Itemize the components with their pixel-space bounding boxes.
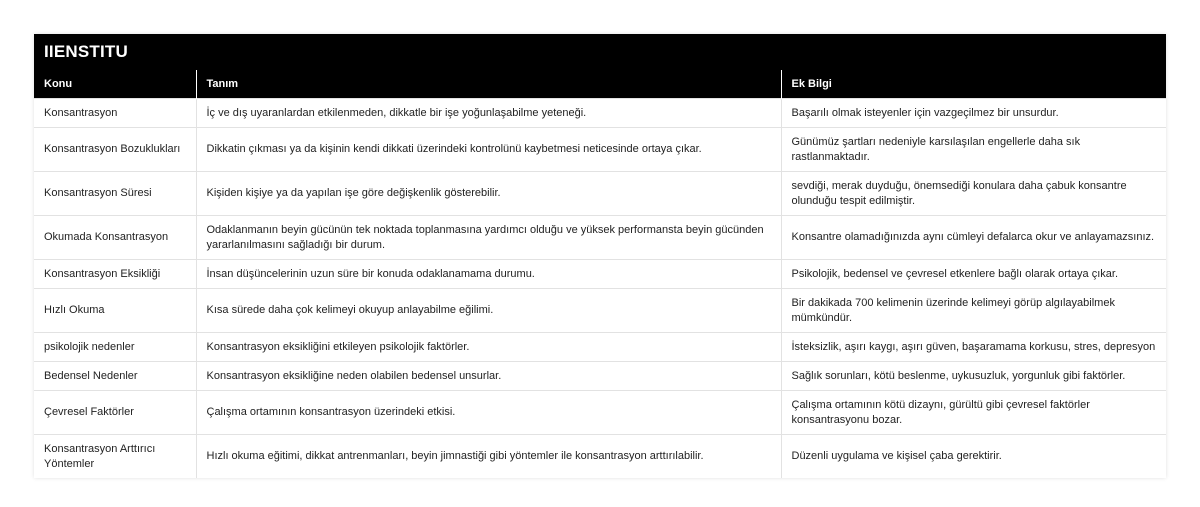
cell-konu: Konsantrasyon Eksikliği bbox=[34, 260, 196, 289]
cell-konu: Konsantrasyon Arttırıcı Yöntemler bbox=[34, 435, 196, 479]
cell-ek-bilgi: Bir dakikada 700 kelimenin üzerinde kelimeyi görüp algılayabilmek mümkündür. bbox=[781, 289, 1166, 333]
table-row bbox=[34, 435, 1166, 479]
table-header-row bbox=[34, 70, 1166, 99]
cell-tanim: İnsan düşüncelerinin uzun süre bir konuda odaklanamama durumu. bbox=[196, 260, 781, 289]
cell-ek-bilgi: Çalışma ortamının kötü dizaynı, gürültü gibi çevresel faktörler konsantrasyonu bozar. bbox=[781, 391, 1166, 435]
info-table bbox=[34, 70, 1166, 478]
cell-tanim: Kişiden kişiye ya da yapılan işe göre değişkenlik gösterebilir. bbox=[196, 172, 781, 216]
cell-konu: Bedensel Nedenler bbox=[34, 362, 196, 391]
cell-ek-bilgi: Sağlık sorunları, kötü beslenme, uykusuzluk, yorgunluk gibi faktörler. bbox=[781, 362, 1166, 391]
cell-konu: Çevresel Faktörler bbox=[34, 391, 196, 435]
table-row bbox=[34, 260, 1166, 289]
cell-tanim: Dikkatin çıkması ya da kişinin kendi dikkati üzerindeki kontrolünü kaybetmesi neticesinde ortaya çıkar. bbox=[196, 128, 781, 172]
column-header-ek-bilgi: Ek Bilgi bbox=[781, 70, 1166, 99]
table-row bbox=[34, 216, 1166, 260]
cell-tanim: İç ve dış uyaranlardan etkilenmeden, dikkatle bir işe yoğunlaşabilme yeteneği. bbox=[196, 99, 781, 128]
cell-tanim: Çalışma ortamının konsantrasyon üzerindeki etkisi. bbox=[196, 391, 781, 435]
table-row bbox=[34, 128, 1166, 172]
cell-konu: Hızlı Okuma bbox=[34, 289, 196, 333]
cell-ek-bilgi: İsteksizlik, aşırı kaygı, aşırı güven, başaramama korkusu, stres, depresyon bbox=[781, 333, 1166, 362]
table-row bbox=[34, 289, 1166, 333]
column-header-konu: Konu bbox=[34, 70, 196, 99]
cell-tanim: Odaklanmanın beyin gücünün tek noktada toplanmasına yardımcı olduğu ve yüksek performansta beyin gücünden yararlanılmasını sağladığı bir durum. bbox=[196, 216, 781, 260]
cell-konu: Konsantrasyon Süresi bbox=[34, 172, 196, 216]
cell-konu: Konsantrasyon bbox=[34, 99, 196, 128]
table-row bbox=[34, 99, 1166, 128]
cell-ek-bilgi: Psikolojik, bedensel ve çevresel etkenlere bağlı olarak ortaya çıkar. bbox=[781, 260, 1166, 289]
cell-ek-bilgi: Başarılı olmak isteyenler için vazgeçilmez bir unsurdur. bbox=[781, 99, 1166, 128]
cell-ek-bilgi: Düzenli uygulama ve kişisel çaba gerektirir. bbox=[781, 435, 1166, 479]
cell-tanim: Kısa sürede daha çok kelimeyi okuyup anlayabilme eğilimi. bbox=[196, 289, 781, 333]
table-row bbox=[34, 391, 1166, 435]
cell-konu: psikolojik nedenler bbox=[34, 333, 196, 362]
cell-konu: Konsantrasyon Bozuklukları bbox=[34, 128, 196, 172]
table-card bbox=[34, 34, 1166, 478]
table-row bbox=[34, 362, 1166, 391]
column-header-tanim: Tanım bbox=[196, 70, 781, 99]
cell-ek-bilgi: sevdiği, merak duyduğu, önemsediği konulara daha çabuk konsantre olunduğu tespit edilmiştir. bbox=[781, 172, 1166, 216]
cell-tanim: Hızlı okuma eğitimi, dikkat antrenmanları, beyin jimnastiği gibi yöntemler ile konsantrasyon arttırılabilir. bbox=[196, 435, 781, 479]
table-row bbox=[34, 172, 1166, 216]
cell-ek-bilgi: Konsantre olamadığınızda aynı cümleyi defalarca okur ve anlayamazsınız. bbox=[781, 216, 1166, 260]
cell-tanim: Konsantrasyon eksikliğine neden olabilen bedensel unsurlar. bbox=[196, 362, 781, 391]
cell-tanim: Konsantrasyon eksikliğini etkileyen psikolojik faktörler. bbox=[196, 333, 781, 362]
cell-konu: Okumada Konsantrasyon bbox=[34, 216, 196, 260]
cell-ek-bilgi: Günümüz şartları nedeniyle karsılaşılan engellerle daha sık rastlanmaktadır. bbox=[781, 128, 1166, 172]
brand-title: IIENSTITU bbox=[34, 34, 1166, 70]
table-row bbox=[34, 333, 1166, 362]
